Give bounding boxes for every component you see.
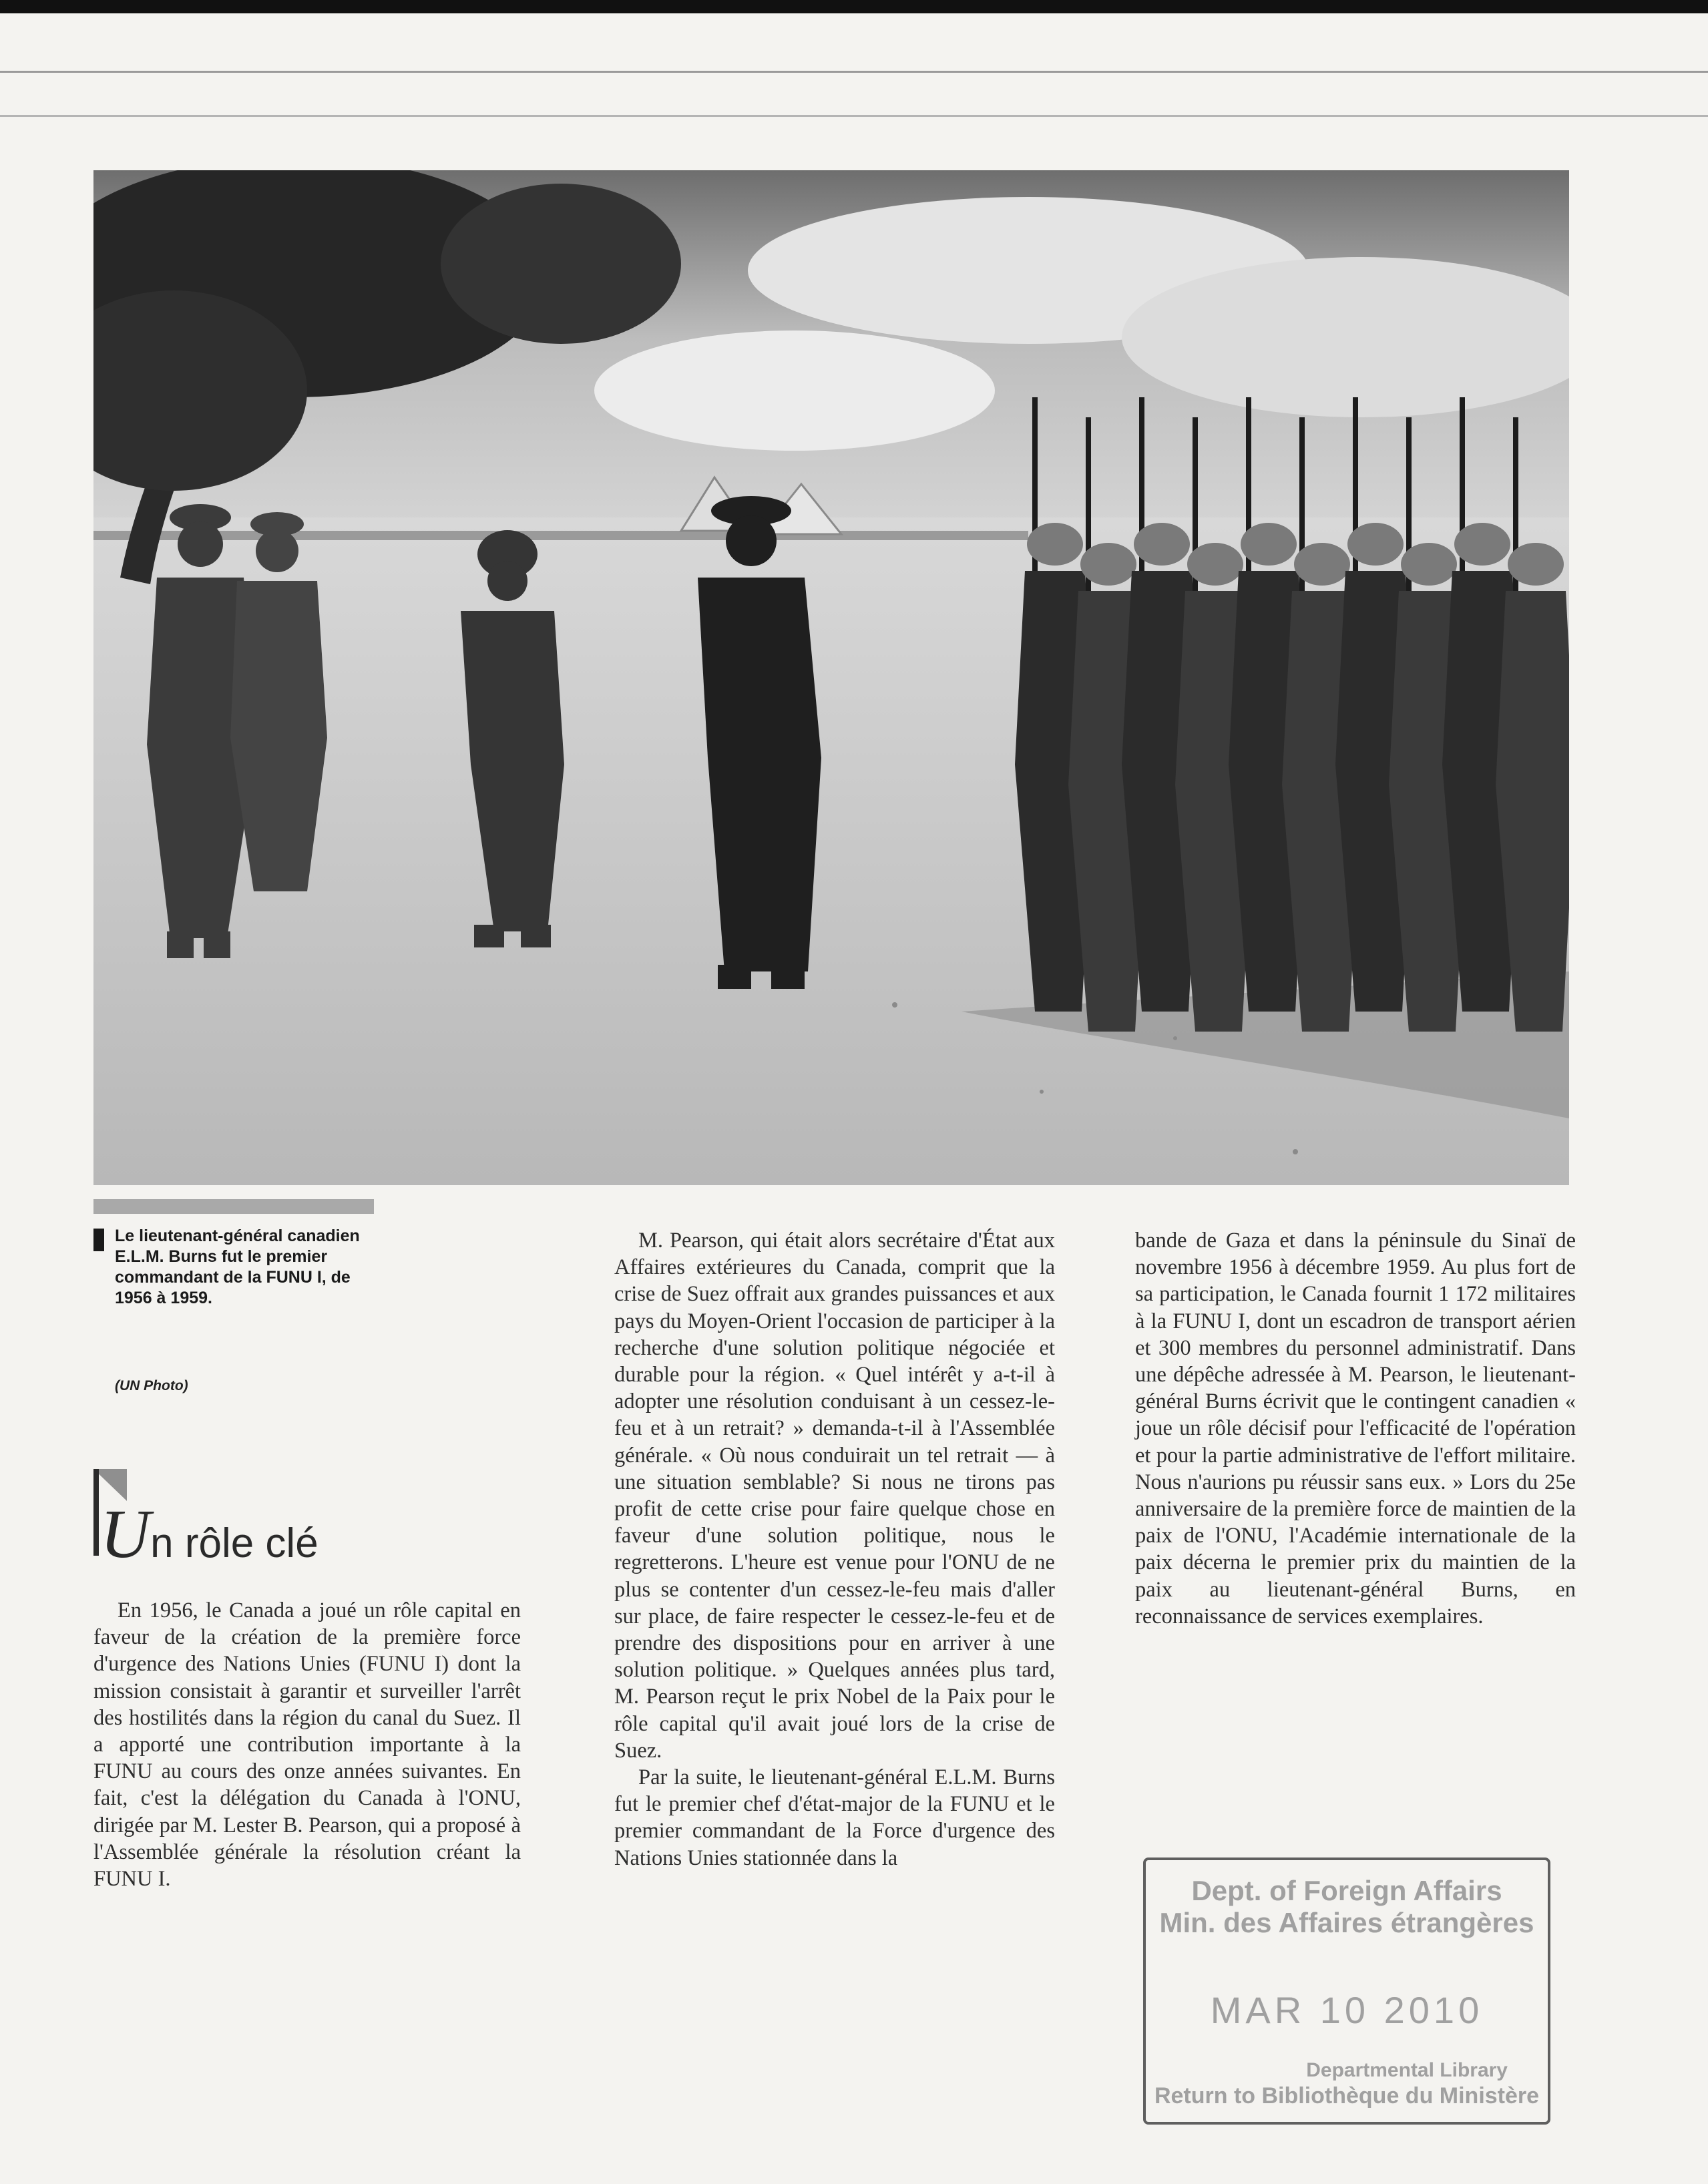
paragraph: En 1956, le Canada a joué un rôle capital en faveur de la création de la première force d'urgence des Nations Unies (FUNU I) dont la mission consistait à garantir et surveiller l'arrêt des hostilités dans la région du canal du Suez. Il a apporté une contribution importante à la FUNU au cours des onze années suivantes. En fait, c'est la délégation du Canada à l'ONU, dirigée par M. Lester B. Pearson, qui a proposé à l'Assemblée générale la résolution créant la FUNU I. — [93, 1598, 521, 1892]
paragraph: M. Pearson, qui était alors secrétaire d'État aux Affaires extérieures du Canada, comprit que la crise de Suez offrait aux grandes puissances et aux pays du Moyen-Orient l'occasion de participer à la recherche d'une solution politique négociée et durable pour la région. « Quel intérêt y a-t-il à adopter une résolution conduisant à un cessez-le-feu et à un retrait? » demanda-t-il à l'Assemblée générale. « Où nous conduirait un tel retrait — à une situation semblable? Si nous ne tirons pas profit de cette crise pour faire quelque chose en faveur d'une solution politique, nous le regretterons. L'heure est venue pour l'ONU de ne plus se contenter d'un cessez-le-feu mais d'aller sur place, de faire respecter le cessez-le-feu et de prendre des dispositions pour en arriver à une solution politique. » Quelques années plus tard, M. Pearson reçut le prix Nobel de la Paix pour le rôle capital qu'il avait joué lors de la crise de Suez. — [614, 1229, 1055, 1763]
library-stamp — [1143, 1858, 1550, 2125]
paragraph: bande de Gaza et dans la péninsule du Sinaï de novembre 1956 à décembre 1959. Au plus fort de sa participation, le Canada fournit 1 172 militaires à la FUNU I, dont un escadron de transport aérien et 300 membres du personnel administratif. Dans une dépêche adressée à M. Pearson, le lieutenant-général Burns écrivit que le contingent canadien « joue un rôle décisif pour l'efficacité de l'opération et pour la partie administrative de l'effort militaire. Nous n'aurions pu réussir sans eux. » Lors du 25e anniversaire de la première force de maintien de la paix de l'ONU, l'Académie internationale de la paix décerna le premier prix du maintien de la paix au lieutenant-général Burns, en reconnaissance de services exemplaires. — [1135, 1229, 1576, 1628]
photo-caption: Le lieutenant-général canadien E.L.M. Burns fut le premier commandant de la FUNU I, de 1956 à 1959. — [115, 1227, 360, 1307]
photo-illustration — [93, 170, 1569, 1185]
stamp-date: MAR 10 2010 — [1210, 1989, 1484, 2031]
text-column-2 — [614, 1227, 1055, 1872]
heading-rest: n rôle clé — [150, 1520, 318, 1566]
heading-bar — [93, 1469, 99, 1556]
text-column-3 — [1135, 1227, 1576, 1630]
header-rule-secondary — [0, 115, 1708, 117]
text-column-1 — [93, 1597, 521, 1892]
tree-foliage — [441, 184, 681, 344]
photo-credit: (UN Photo) — [115, 1378, 188, 1393]
cloud — [594, 331, 995, 451]
caption-accent-bar — [93, 1199, 374, 1214]
header-rule — [0, 71, 1708, 73]
heading-initial: U — [100, 1496, 151, 1572]
section-heading — [100, 1494, 318, 1574]
stamp-line: Return to Bibliothèque du Ministère — [1154, 2083, 1540, 2109]
horizon-shore — [93, 531, 1028, 540]
caption-bullet — [93, 1229, 104, 1251]
stamp-line: Dept. of Foreign Affairs — [1191, 1875, 1502, 1906]
top-border — [0, 0, 1708, 13]
stamp-line: Departmental Library — [1306, 2059, 1508, 2081]
paragraph: Par la suite, le lieutenant-général E.L.M. Burns fut le premier chef d'état-major de la FUNU et le premier commandant de la Force d'urgence des Nations Unies stationnée dans la — [614, 1765, 1055, 1870]
stamp-line: Min. des Affaires étrangères — [1159, 1907, 1534, 1938]
photo — [93, 170, 1569, 1185]
